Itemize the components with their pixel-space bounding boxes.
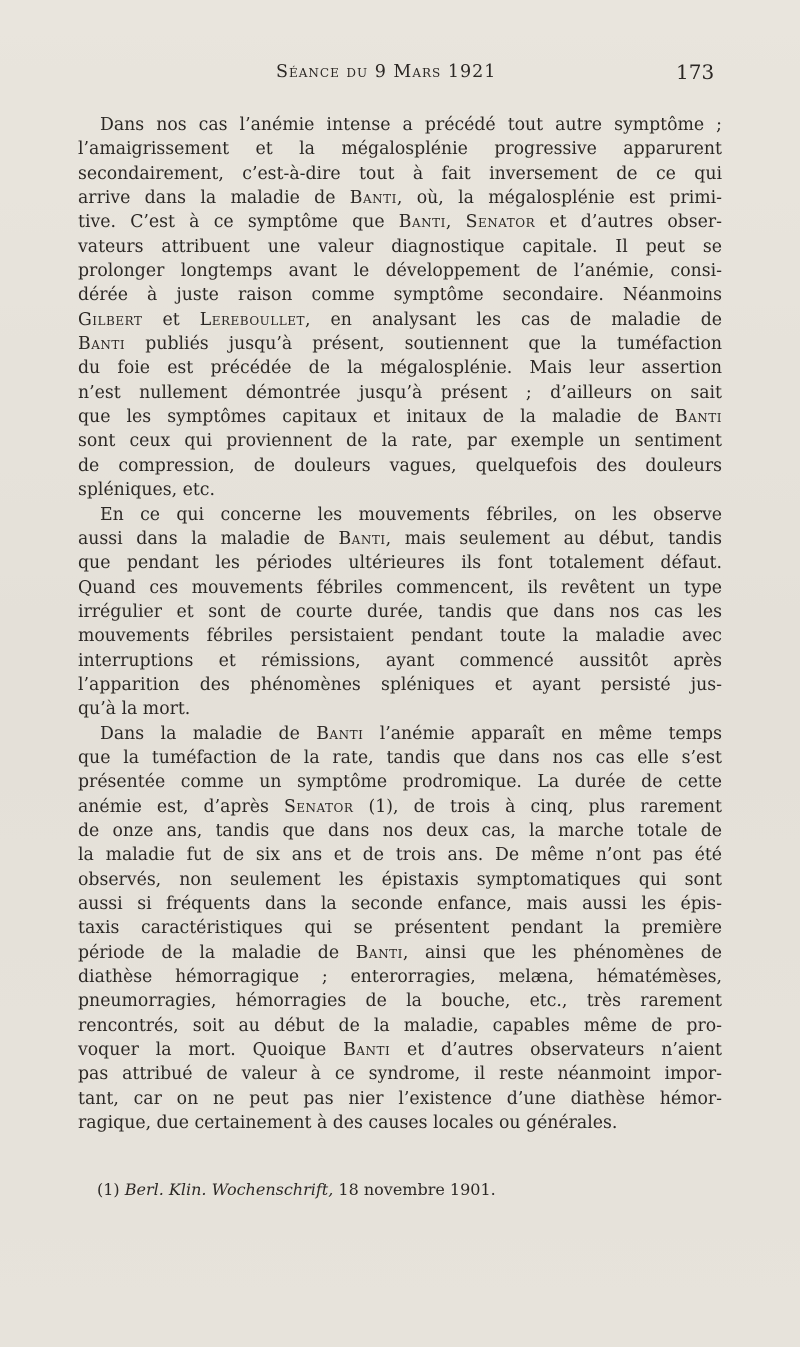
text-line: Dans nos cas l’anémie intense a précédé tout autre symptôme ; [100,115,722,135]
footnote-marker: (1) [97,1180,120,1199]
footnote-date: 18 novembre 1901. [338,1180,496,1199]
text-line: mouvements fébriles persistaient pendant toute la maladie avec [78,626,722,647]
proper-name: Banti [316,723,364,744]
proper-name: Banti [78,334,126,355]
text-line: Banti publiés jusqu’à présent, soutiennent que la tuméfaction [78,334,722,355]
text-line: irrégulier et sont de courte durée, tandis que dans nos cas les [78,601,722,622]
text-line: taxis caractéristiques qui se présentent pendant la première [78,918,722,939]
body-text [78,113,722,1135]
text-line: prolonger longtemps avant le développement de l’anémie, consi- [78,261,722,282]
text-line: interruptions et rémissions, ayant commencé aussitôt après [78,650,722,671]
page-number: 173 [676,60,715,84]
text-line: vateurs attribuent une valeur diagnostique capitale. Il peut se [78,236,722,257]
text-line: pas attribué de valeur à ce syndrome, il reste néanmoint impor- [78,1064,722,1085]
text-line: Dans la maladie de Banti l’anémie apparaît en même temps [100,723,722,744]
proper-name: Senator [465,212,536,233]
text-line: qu’à la mort. [78,699,191,720]
running-title: Séance du 9 Mars 1921 [276,62,497,82]
footnote [97,1180,496,1199]
text-line: la maladie fut de six ans et de trois ans. De même n’ont pas été [78,845,722,866]
proper-name: Banti [349,188,397,209]
text-line: l’amaigrissement et la mégalosplénie progressive apparurent [78,139,722,160]
text-line: du foie est précédée de la mégalosplénie. Mais leur assertion [78,358,722,379]
text-line: rencontrés, soit au début de la maladie, capables même de pro- [78,1015,722,1036]
text-line: aussi dans la maladie de Banti, mais seulement au début, tandis [78,528,723,549]
text-line: période de la maladie de Banti, ainsi que les phénomènes de [78,942,722,963]
text-line: voquer la mort. Quoique Banti et d’autres observateurs n’aient [78,1040,722,1061]
text-line: anémie est, d’après Senator (1), de trois à cinq, plus rarement [78,796,722,817]
text-line: spléniques, etc. [78,480,215,501]
text-line: n’est nullement démontrée jusqu’à présent ; d’ailleurs on sait [78,382,722,403]
text-line: Gilbert et Lereboullet, en analysant les cas de maladie de [78,309,722,330]
text-line: En ce qui concerne les mouvements fébriles, on les observe [100,504,722,525]
text-line: arrive dans la maladie de Banti, où, la mégalosplénie est primi- [78,188,722,209]
proper-name: Gilbert [78,309,143,330]
proper-name: Banti [674,407,722,428]
page-header [0,62,800,92]
text-line: pneumorragies, hémorragies de la bouche, etc., très rarement [78,991,722,1012]
text-line: sont ceux qui proviennent de la rate, par exemple un sentiment [78,431,722,452]
text-line: observés, non seulement les épistaxis symptomatiques qui sont [78,869,722,890]
text-line: dérée à juste raison comme symptôme secondaire. Néanmoins [78,285,722,306]
proper-name: Banti [343,1040,391,1061]
text-line: ragique, due certainement à des causes locales ou générales. [78,1113,618,1134]
text-line: tant, car on ne peut pas nier l’existence d’une diathèse hémor- [78,1088,722,1109]
proper-name: Senator [283,796,354,817]
text-line: de onze ans, tandis que dans nos deux cas, la marche totale de [78,820,722,841]
text-line: Quand ces mouvements fébriles commencent, ils revêtent un type [78,577,722,598]
text-line: que les symptômes capitaux et initaux de la maladie de Banti [78,407,722,428]
footnote-source: Berl. Klin. Wochenschrift, [124,1180,334,1199]
text-line: secondairement, c’est-à-dire tout à fait inversement de ce qui [78,163,722,184]
text-line: diathèse hémorragique ; enterorragies, melæna, hématémèses, [78,967,722,988]
text-line: de compression, de douleurs vagues, quelquefois des douleurs [78,455,722,476]
text-line: que la tuméfaction de la rate, tandis que dans nos cas elle s’est [78,747,722,768]
proper-name: Banti [338,528,386,549]
text-line: que pendant les périodes ultérieures ils font totalement défaut. [78,553,722,574]
text-line: aussi si fréquents dans la seconde enfance, mais aussi les épis- [78,894,722,914]
text-line: l’apparition des phénomènes spléniques et ayant persisté jus- [78,674,722,695]
proper-name: Lereboullet [199,309,305,330]
proper-name: Banti [398,212,446,233]
proper-name: Banti [355,942,403,963]
text-line: tive. C’est à ce symptôme que Banti, Senator et d’autres obser- [78,212,722,233]
text-line: présentée comme un symptôme prodromique. La durée de cette [78,772,722,793]
